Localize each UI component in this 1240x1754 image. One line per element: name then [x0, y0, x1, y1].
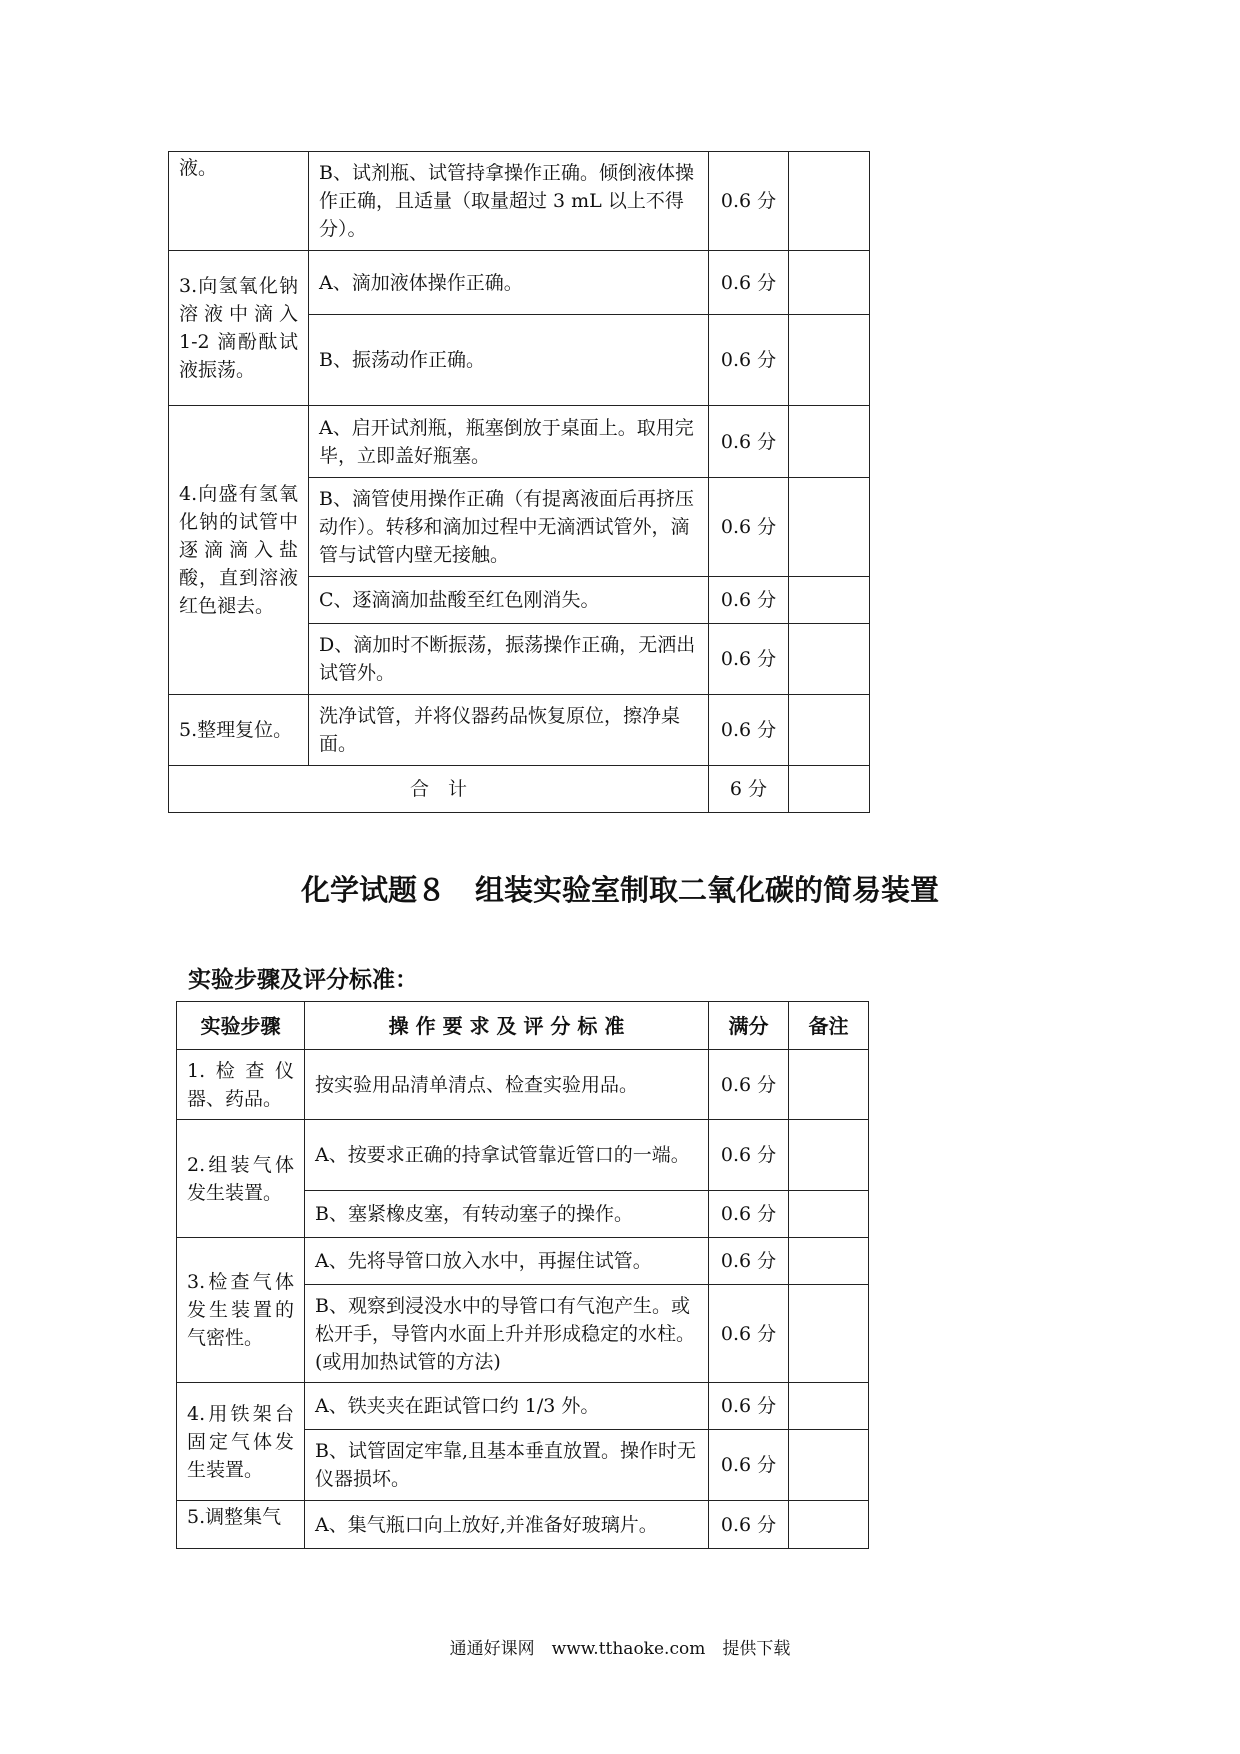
score-cell: 0.6 分 [709, 1383, 789, 1430]
requirement-cell: B、观察到浸没水中的导管口有气泡产生。或松开手，导管内水面上升并形成稳定的水柱。(或用加热试管的方法) [305, 1285, 709, 1383]
requirement-cell: B、塞紧橡皮塞，有转动塞子的操作。 [305, 1191, 709, 1238]
requirement-cell: C、逐滴滴加盐酸至红色刚消失。 [309, 577, 709, 624]
note-cell [789, 1501, 869, 1549]
requirement-cell: 洗净试管，并将仪器药品恢复原位，擦净桌面。 [309, 695, 709, 766]
requirement-cell: A、滴加液体操作正确。 [309, 251, 709, 315]
score-cell: 0.6 分 [709, 1238, 789, 1285]
requirement-cell: B、滴管使用操作正确（有提离液面后再挤压动作）。转移和滴加过程中无滴洒试管外，滴管与试管内壁无接触。 [309, 478, 709, 577]
score-cell: 0.6 分 [709, 1120, 789, 1191]
note-cell [789, 1120, 869, 1191]
header-score: 满分 [709, 1002, 789, 1050]
score-cell: 0.6 分 [709, 478, 789, 577]
score-cell: 0.6 分 [709, 1191, 789, 1238]
score-cell: 0.6 分 [709, 1430, 789, 1501]
requirement-cell: A、按要求正确的持拿试管靠近管口的一端。 [305, 1120, 709, 1191]
step-cell: 5.整理复位。 [169, 695, 309, 766]
requirement-cell: B、振荡动作正确。 [309, 315, 709, 406]
requirement-cell: B、试剂瓶、试管持拿操作正确。倾倒液体操作正确，且适量（取量超过 3 mL 以上不得分）。 [309, 152, 709, 251]
scoring-table-co2 [176, 1001, 869, 1549]
step-cell: 4.用铁架台固定气体发生装置。 [177, 1383, 305, 1501]
total-score: 6 分 [709, 766, 789, 813]
step-cell: 1.检查仪器、药品。 [177, 1050, 305, 1120]
requirement-cell: A、集气瓶口向上放好,并准备好玻璃片。 [305, 1501, 709, 1549]
note-cell [789, 315, 870, 406]
note-cell [789, 478, 870, 577]
note-cell [789, 577, 870, 624]
score-cell: 0.6 分 [709, 251, 789, 315]
requirement-cell: A、铁夹夹在距试管口约 1/3 外。 [305, 1383, 709, 1430]
requirement-cell: A、启开试剂瓶，瓶塞倒放于桌面上。取用完毕，立即盖好瓶塞。 [309, 406, 709, 478]
note-cell [789, 1238, 869, 1285]
score-cell: 0.6 分 [709, 406, 789, 478]
note-cell [789, 1430, 869, 1501]
requirement-cell: B、试管固定牢靠,且基本垂直放置。操作时无仪器损坏。 [305, 1430, 709, 1501]
score-cell: 0.6 分 [709, 1050, 789, 1120]
score-cell: 0.6 分 [709, 1501, 789, 1549]
section-subtitle: 实验步骤及评分标准： [188, 967, 418, 993]
score-cell: 0.6 分 [709, 152, 789, 251]
step-cell: 2.组装气体发生装置。 [177, 1120, 305, 1238]
note-cell [789, 406, 870, 478]
footer-credit: 通通好课网 www.tthaoke.com 提供下载 [449, 1639, 791, 1659]
step-cell: 5.调整集气 [177, 1501, 305, 1549]
note-cell [789, 1191, 869, 1238]
step-cell: 4.向盛有氢氧化钠的试管中逐滴滴入盐酸，直到溶液红色褪去。 [169, 406, 309, 695]
note-cell [789, 1050, 869, 1120]
note-cell [789, 766, 870, 813]
note-cell [789, 695, 870, 766]
scoring-table-previous [168, 151, 870, 813]
page-title: 化学试题８ 组装实验室制取二氧化碳的简易装置 [300, 873, 939, 907]
requirement-cell: A、先将导管口放入水中，再握住试管。 [305, 1238, 709, 1285]
header-step: 实验步骤 [177, 1002, 305, 1050]
header-requirement: 操 作 要 求 及 评 分 标 准 [305, 1002, 709, 1050]
step-cell: 3.向氢氧化钠溶液中滴入 1-2 滴酚酞试液振荡。 [169, 251, 309, 406]
score-cell: 0.6 分 [709, 1285, 789, 1383]
total-label: 合 计 [169, 766, 709, 813]
requirement-cell: 按实验用品清单清点、检查实验用品。 [305, 1050, 709, 1120]
score-cell: 0.6 分 [709, 315, 789, 406]
note-cell [789, 251, 870, 315]
note-cell [789, 152, 870, 251]
score-cell: 0.6 分 [709, 577, 789, 624]
note-cell [789, 624, 870, 695]
note-cell [789, 1285, 869, 1383]
header-note: 备注 [789, 1002, 869, 1050]
score-cell: 0.6 分 [709, 695, 789, 766]
score-cell: 0.6 分 [709, 624, 789, 695]
step-cell: 液。 [169, 152, 309, 251]
note-cell [789, 1383, 869, 1430]
step-cell: 3.检查气体发生装置的气密性。 [177, 1238, 305, 1383]
requirement-cell: D、滴加时不断振荡，振荡操作正确，无洒出试管外。 [309, 624, 709, 695]
